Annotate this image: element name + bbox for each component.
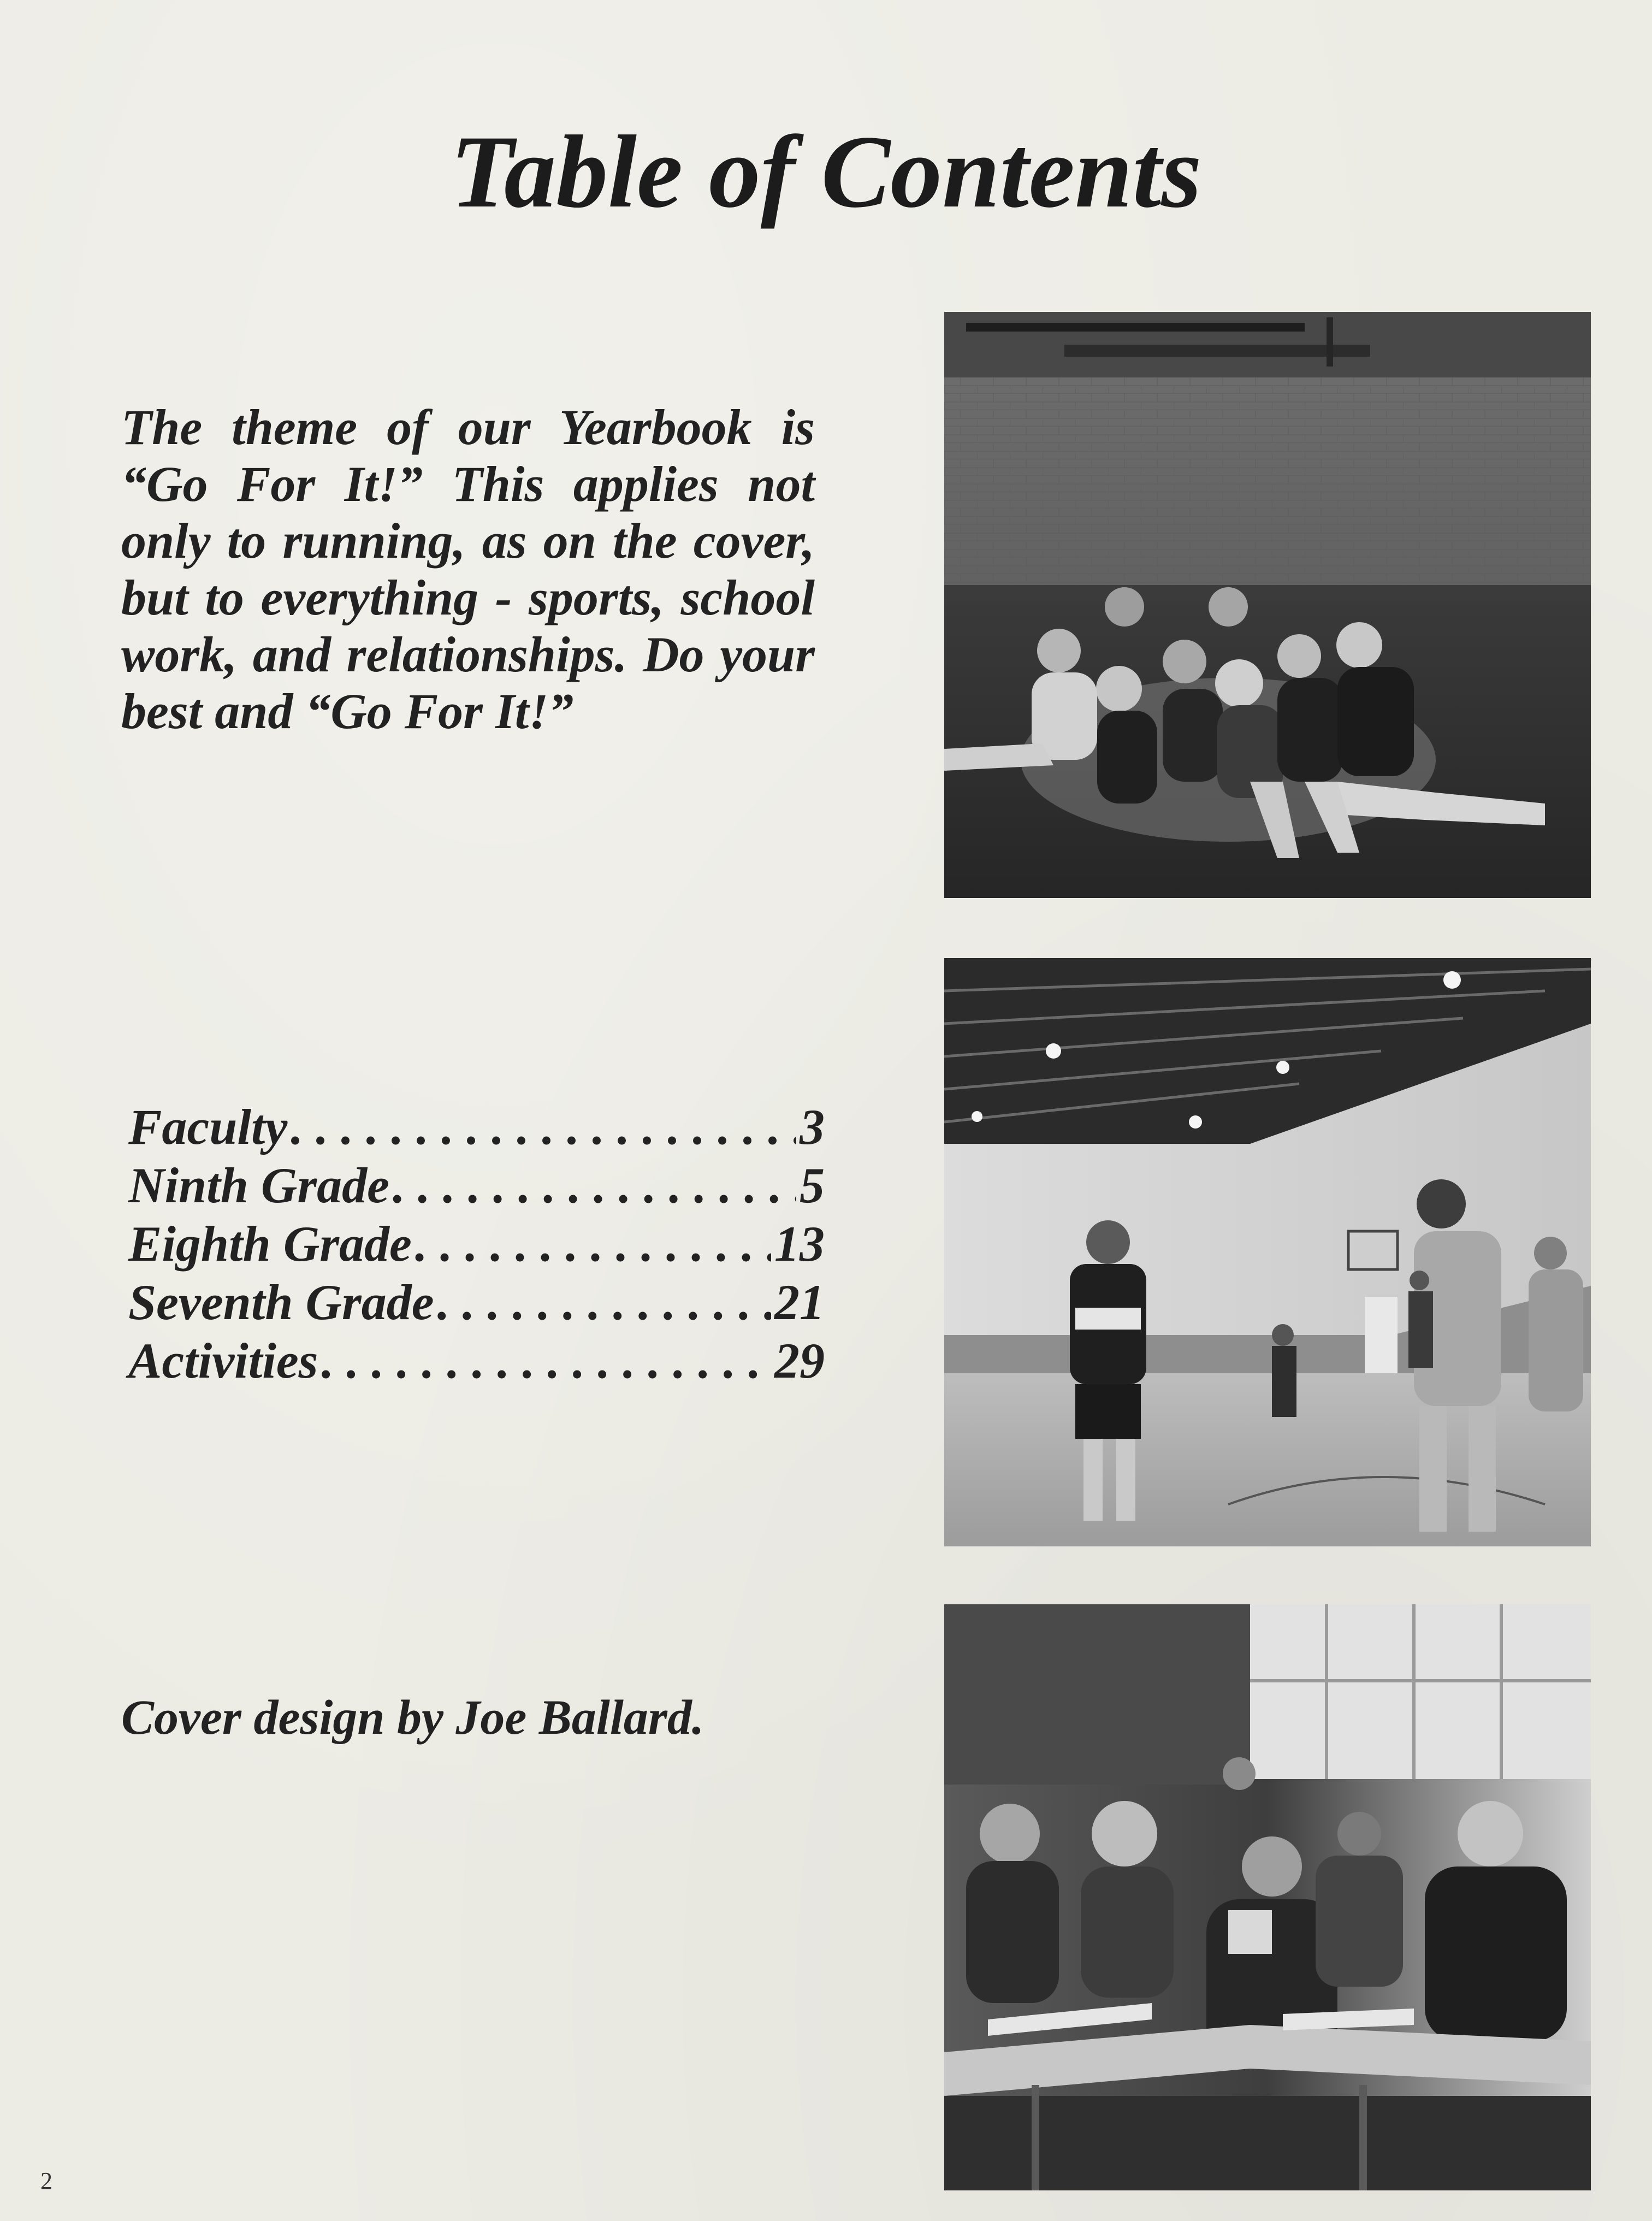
toc-entry-label: Seventh Grade bbox=[128, 1274, 434, 1330]
toc-entry-ninth-grade[interactable] bbox=[128, 1156, 825, 1215]
photo-girls-image bbox=[944, 312, 1591, 898]
toc-entry-eighth-grade[interactable] bbox=[128, 1215, 825, 1273]
toc-entry-label: Activities bbox=[128, 1333, 318, 1389]
photo-classroom bbox=[944, 1604, 1591, 2190]
photo-classroom-image bbox=[944, 1604, 1591, 2190]
toc-entry-page: 3 bbox=[800, 1099, 825, 1155]
toc-entry-page: 21 bbox=[774, 1274, 825, 1330]
toc-entry-page: 5 bbox=[800, 1157, 825, 1213]
cover-credit: Cover design by Joe Ballard. bbox=[121, 1691, 704, 1745]
toc-entry-activities[interactable] bbox=[128, 1332, 825, 1390]
page-title: Table of Contents bbox=[450, 115, 1202, 229]
theme-paragraph: The theme of our Yearbook is “Go For It!” This applies not only to running, as on the cover, but to everything - sports, school work, and relationships. Do your best and “Go For It!” bbox=[121, 399, 815, 739]
toc-entry-faculty[interactable] bbox=[128, 1098, 825, 1156]
photo-girls-on-gym-floor bbox=[944, 312, 1591, 898]
toc-entry-page: 13 bbox=[774, 1216, 825, 1272]
toc-entry-label: Faculty bbox=[128, 1099, 288, 1155]
dot-leader bbox=[321, 1332, 771, 1390]
dot-leader bbox=[393, 1156, 796, 1215]
toc-entry-label: Ninth Grade bbox=[128, 1157, 389, 1213]
photo-basketball-image bbox=[944, 958, 1591, 1546]
dot-leader bbox=[291, 1098, 796, 1156]
toc-entry-label: Eighth Grade bbox=[128, 1216, 412, 1272]
toc-entry-page: 29 bbox=[774, 1333, 825, 1389]
page-number: 2 bbox=[40, 2167, 52, 2194]
photo-basketball-game bbox=[944, 958, 1591, 1546]
dot-leader bbox=[415, 1215, 771, 1273]
dot-leader bbox=[437, 1273, 771, 1332]
table-of-contents bbox=[128, 1098, 825, 1390]
toc-entry-seventh-grade[interactable] bbox=[128, 1273, 825, 1332]
